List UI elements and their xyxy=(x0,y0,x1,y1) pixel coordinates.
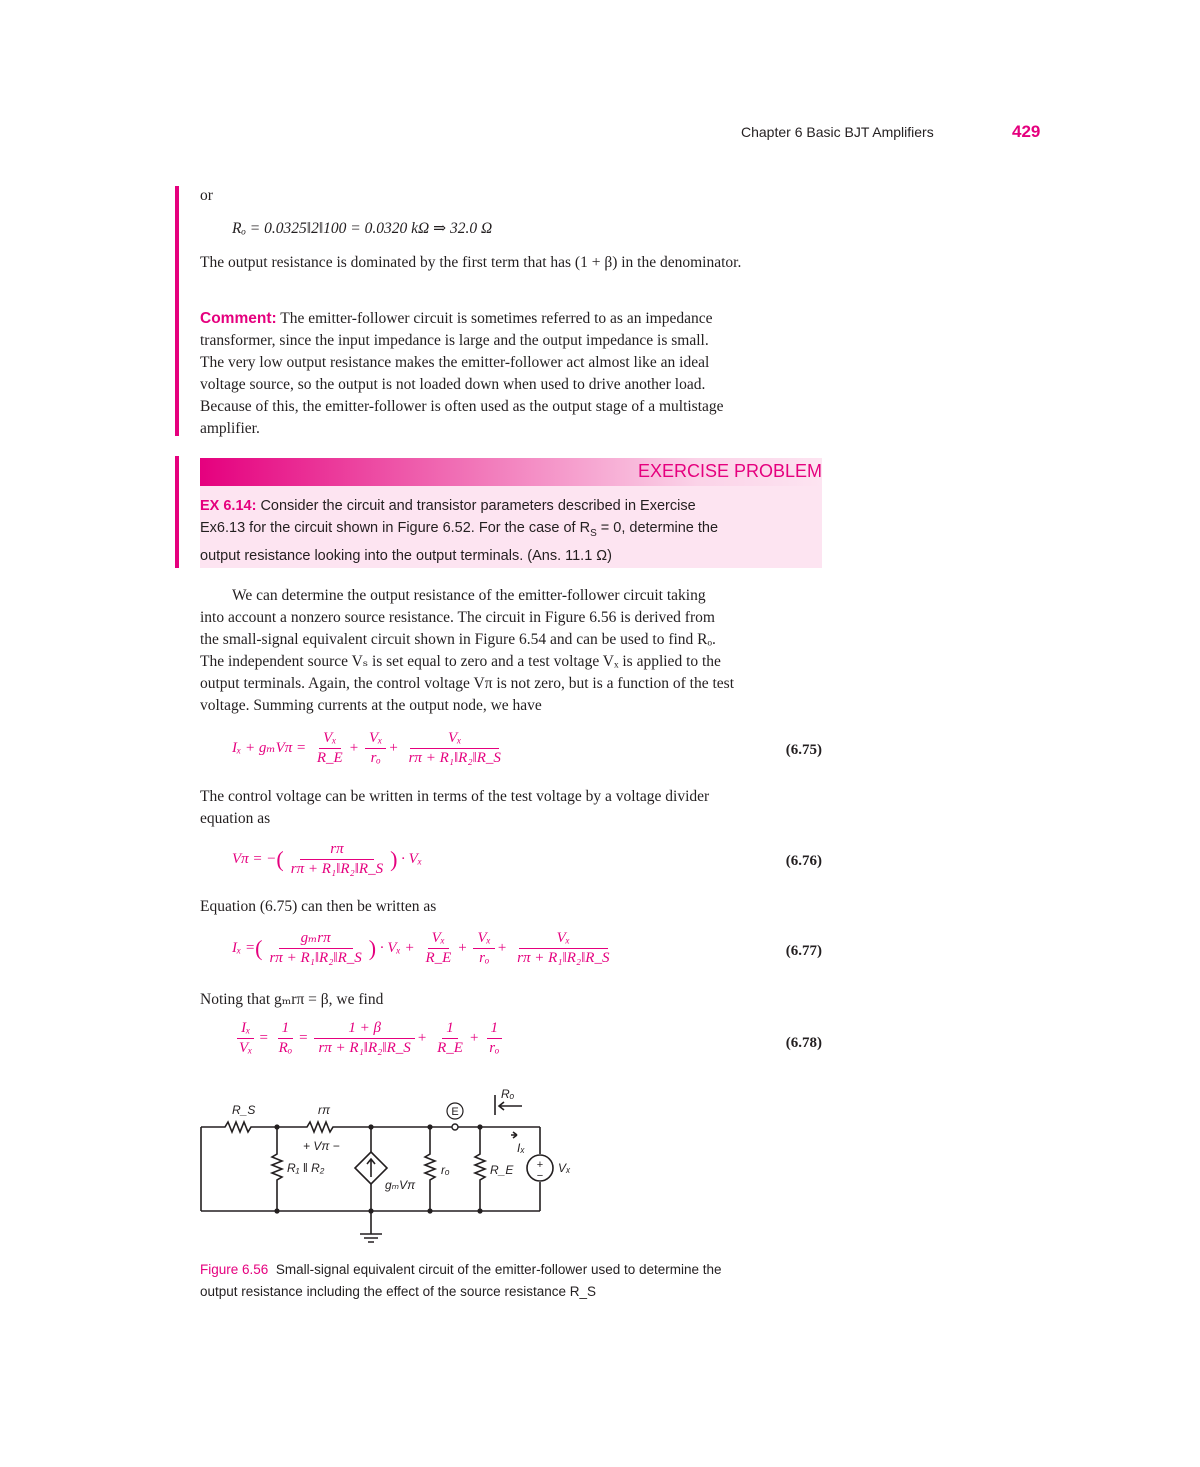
comment-line: Because of this, the emitter-follower is often used as the output stage of a multistage xyxy=(200,398,724,415)
eq-num: 1 xyxy=(487,1020,503,1039)
eq-num: Vₓ xyxy=(519,930,608,949)
exercise-banner-title: EXERCISE PROBLEM xyxy=(637,461,822,481)
caption-label: Figure 6.56 xyxy=(200,1262,269,1277)
eq-lhs: Vπ = − xyxy=(232,850,277,867)
eq-num: Vₓ xyxy=(473,930,494,949)
exercise-bar xyxy=(175,456,179,568)
exercise-line: Consider the circuit and transistor parameters described in Exercise xyxy=(260,498,696,514)
figure-caption xyxy=(200,1259,822,1303)
chapter-header: Chapter 6 Basic BJT Amplifiers xyxy=(741,124,934,140)
para-line: We can determine the output resistance of the emitter-follower circuit taking xyxy=(232,587,706,604)
eq-den: rₒ xyxy=(489,1040,500,1056)
eq-den: R_E xyxy=(425,950,452,966)
eq-lhs: Iₓ + gₘVπ = xyxy=(232,739,307,756)
para-line: output terminals. Again, the control voltage Vπ is not zero, but is a function of the test xyxy=(200,675,735,692)
comment-paragraph xyxy=(200,308,822,440)
para-line: The control voltage can be written in terms of the test voltage by a voltage divider xyxy=(200,788,710,805)
exercise-label: EX 6.14: xyxy=(200,498,257,514)
exercise-line: output resistance looking into the output terminals. (Ans. 11.1 Ω) xyxy=(200,547,612,564)
vx-label: Vₓ xyxy=(558,1161,571,1175)
vx-plus: + xyxy=(536,1159,544,1171)
equation-number: (6.76) xyxy=(785,853,822,869)
node-e-label: E xyxy=(451,1106,459,1118)
eq-num: Vₓ xyxy=(410,730,499,749)
para-line: into account a nonzero source resistance. The circuit in Figure 6.56 is derived from xyxy=(200,609,715,626)
rs-subscript: S xyxy=(590,527,597,539)
body-paragraph-2 xyxy=(200,786,822,830)
eq-den: Vₓ xyxy=(239,1040,253,1056)
equation-6-75: Iₓ + gₘVπ = $\frac{\text{Vₓ}}{R\_E}$ + $\frac{\text{Vₓ}}{\text{rₒ}}$ + $\frac{\text{Vₓ}}{\text{rπ + R₁‖R₂‖R\_S}}$ xyxy=(232,730,508,767)
eq-den: rπ + R₁‖R₂‖R_S xyxy=(318,1040,411,1056)
gm-label: gₘVπ xyxy=(385,1178,416,1192)
eq-num: gₘrπ xyxy=(279,930,353,949)
eq-den: rₒ xyxy=(479,950,490,966)
eq-num: 1 xyxy=(442,1020,458,1039)
eq-den: rπ + R₁‖R₂‖R_S xyxy=(269,950,362,966)
equation-number: (6.78) xyxy=(785,1035,822,1051)
body-paragraph-1 xyxy=(200,585,822,717)
eq-lhs: Iₓ = xyxy=(232,939,256,956)
comment-line: The very low output resistance makes the emitter-follower act almost like an ideal xyxy=(200,354,710,371)
exercise-banner xyxy=(200,458,822,486)
equation-number: (6.75) xyxy=(785,742,822,758)
comment-line: voltage source, so the output is not loaded down when used to drive another load. xyxy=(200,376,706,393)
caption-line: Small-signal equivalent circuit of the emitter-follower used to determine the xyxy=(275,1262,722,1277)
ground-symbol xyxy=(360,1211,382,1242)
equation-6-76: Vπ = −( $\frac{r\pi}{\text{rπ + R₁‖R₂‖R\_S}}$ ) · Vₓ xyxy=(232,841,423,877)
eq-den: rπ + R₁‖R₂‖R_S xyxy=(408,750,501,766)
dominated-paragraph: The output resistance is dominated by the first term that has (1 + β) in the denominator. xyxy=(200,254,742,271)
comment-line: The emitter-follower circuit is sometimes referred to as an impedance xyxy=(280,310,713,327)
ix-label: Iₓ xyxy=(517,1141,525,1155)
eq-mid: · Vₓ + xyxy=(379,939,415,956)
ro-label: rₒ xyxy=(441,1163,450,1177)
eq-den: rₒ xyxy=(370,750,381,766)
equation-6-77: Iₓ =( $\frac{\text{gₘrπ}}{\text{rπ + R₁‖R₂‖R\_S}}$ ) · Vₓ + $\frac{\text{Vₓ}}{R\_E}$ + $\frac{\text{Vₓ}}{\text{rₒ}}$ + $\frac{\text{Vₓ}}{\text{rπ + R₁‖R₂‖R\_S}}$ xyxy=(232,930,616,967)
eq-num: 1 + β xyxy=(314,1020,415,1039)
eq-den: rπ + R₁‖R₂‖R_S xyxy=(517,950,610,966)
eq-num: 1 xyxy=(278,1020,294,1039)
comment-label: Comment: xyxy=(200,310,277,327)
rpi-label: rπ xyxy=(318,1103,331,1117)
margin-bar xyxy=(175,186,179,436)
equation-6-78: $\frac{\text{Iₓ}}{\text{Vₓ}}$ = $\frac{1}{\text{Rₒ}}$ = $\frac{1 + \beta}{\text{rπ + R₁‖R₂‖R\_S}}$ + $\frac{1}{R\_E}$ + $\frac{1}{\text{rₒ}}$ xyxy=(232,1020,506,1057)
eq-den: Rₒ xyxy=(278,1040,293,1056)
para-line: the small-signal equivalent circuit shown in Figure 6.54 and can be used to find Rₒ. xyxy=(200,631,716,648)
or-word: or xyxy=(200,187,213,204)
comment-line: transformer, since the input impedance is large and the output impedance is small. xyxy=(200,332,709,349)
circuit-diagram xyxy=(195,1082,585,1247)
rs-label: R_S xyxy=(232,1103,256,1117)
eq-num: Iₓ xyxy=(237,1020,254,1039)
eq-tail: · Vₓ xyxy=(401,850,423,867)
re-label: R_E xyxy=(490,1163,514,1177)
para-line: voltage. Summing currents at the output node, we have xyxy=(200,697,542,714)
page-number: 429 xyxy=(1012,122,1041,141)
body-paragraph-4: Noting that gₘrπ = β, we find xyxy=(200,991,384,1008)
r1r2-resistor xyxy=(272,1127,282,1211)
eq-num: Vₓ xyxy=(319,730,340,749)
equation-number: (6.77) xyxy=(785,943,822,959)
vpi-label: + Vπ − xyxy=(303,1139,340,1153)
exercise-line-tail: = 0, determine the xyxy=(596,520,719,536)
ro-equation: Rₒ = 0.0325‖2‖100 = 0.0320 kΩ ⇒ 32.0 Ω xyxy=(232,220,493,237)
exercise-box xyxy=(200,486,822,568)
ro-resistor xyxy=(425,1127,435,1211)
r1r2-label: R₁ ‖ R₂ xyxy=(287,1161,325,1175)
re-resistor xyxy=(475,1127,485,1211)
eq-den: rπ + R₁‖R₂‖R_S xyxy=(290,861,384,877)
eq-den: R_E xyxy=(316,750,343,766)
eq-num: rπ xyxy=(300,841,373,860)
eq-num: Vₓ xyxy=(428,930,449,949)
vx-minus: − xyxy=(536,1170,544,1182)
eq-den: R_E xyxy=(437,1040,463,1056)
para-line: equation as xyxy=(200,810,271,827)
caption-line: output resistance including the effect of the source resistance R_S xyxy=(200,1284,596,1299)
body-paragraph-3: Equation (6.75) can then be written as xyxy=(200,898,437,915)
exercise-line: Ex6.13 for the circuit shown in Figure 6.52. For the case of R xyxy=(200,520,591,536)
comment-line: amplifier. xyxy=(200,420,260,437)
eq-num: Vₓ xyxy=(365,730,386,749)
ro-arrow-label: Rₒ xyxy=(501,1087,515,1101)
para-line: The independent source Vₛ is set equal to zero and a test voltage Vₓ is applied to the xyxy=(200,653,721,670)
